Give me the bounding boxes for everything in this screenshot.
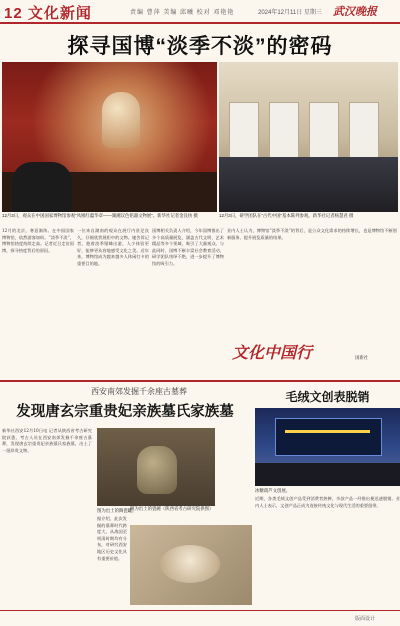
photo-caption-4: 图为出土的瓷碗（陕西省考古研究院供图）	[130, 506, 214, 511]
jar-image	[137, 446, 177, 494]
photo-caption-3: 图为出土的陶瓷罐。	[97, 508, 137, 513]
museum-photo-2	[219, 62, 398, 212]
photo-caption-1: 12月3日，观众在中国国家博物馆参观“凤凰红蕴华章——湖湘汉色铭器文物展”。新华社记者金良快 摄	[2, 213, 198, 218]
story2-column-2: 据介绍，此次发掘的墓葬时代跨度大，从战国至明清时期均有分布，对研究西安地区历史文化具有重要价值。	[97, 516, 127, 561]
paper-name: 武汉晚报	[333, 5, 377, 18]
headline-1: 探寻国博“淡季不淡”的密码	[67, 35, 333, 58]
photo-caption-2: 12月3日，研学团队在“古代中国”基本陈列参观。新华社记者杨慧君 摄	[219, 213, 354, 218]
story2-column-1: 新华社西安12月10日电 记者从陕西省考古研究院获悉，考古人员在西安南郊发掘千余座古墓葬，发现唐玄宗重贵妃亲族墓氏家族墓，出土了一批珍贵文物。	[2, 428, 92, 453]
culture-credit: 国新社	[355, 355, 369, 360]
section-divider	[0, 380, 400, 382]
footer-credit: 版面设计	[355, 616, 376, 622]
section-title: 12 文化新闻	[4, 5, 92, 22]
bowl-photo	[130, 525, 252, 605]
classroom-photo	[255, 408, 400, 486]
story1-column-4: 业内人士认为，博物馆“淡季不淡”的背后，是公众文化需求的持续增长，也是博物馆不断创新服务、提升展览质量的结果。	[227, 228, 397, 240]
museum-photo-1	[2, 62, 217, 212]
editor-credits: 责编 曹萍 美编 邱曦 校对 邓艳艳	[130, 10, 235, 16]
culture-china-label: 文化中国行	[232, 343, 313, 362]
issue-date: 2024年12月11日 星期三	[258, 10, 322, 16]
page-header	[0, 0, 400, 24]
pottery-jar-photo	[97, 428, 215, 506]
photo-caption-5: 冰糖葫芦文创展。	[255, 488, 291, 493]
story2-headline: 发现唐玄宗重贵妃亲族墓氏家族墓	[16, 404, 234, 420]
story1-column-2: 一位来自湖南的观众在展厅内驻足良久，仔细欣赏展柜中的文物。她告诉记者，趁着淡季错峰出游，人少体验更好，能够更从容地感受文化之美。近年来，博物馆成为越来越多人休闲打卡的重要目的地。	[77, 228, 149, 266]
story2-kicker: 西安南郊发掘千余座古墓葬	[91, 387, 187, 396]
bowl-image	[160, 545, 220, 583]
page-footer	[0, 610, 400, 626]
story1-column-1: 12月的北京，寒意渐浓。在中国国家博物馆，依然游客如织。“淡季不淡”，博物馆热度持续走高。记者近日走访国博，探寻热度背后的原因。	[2, 228, 74, 253]
story1-column-3: 国博相关负责人介绍，今年国博推出了多个高质量展览，涵盖古代文明、艺术精品等多个领域，吸引了大量观众。与此同时，国博不断丰富社会教育活动，研学团队络绎不绝，进一步提升了博物馆的吸引力。	[152, 228, 224, 266]
vase-image	[102, 92, 140, 148]
story3-column-1: 近期，各类毛绒文创产品受到消费者热捧，多款产品一经推出便迅速脱销。业内人士表示，文创产品正成为连接传统文化与现代生活的重要纽带。	[255, 496, 400, 508]
story3-headline: 毛绒文创表脱销	[285, 390, 370, 404]
